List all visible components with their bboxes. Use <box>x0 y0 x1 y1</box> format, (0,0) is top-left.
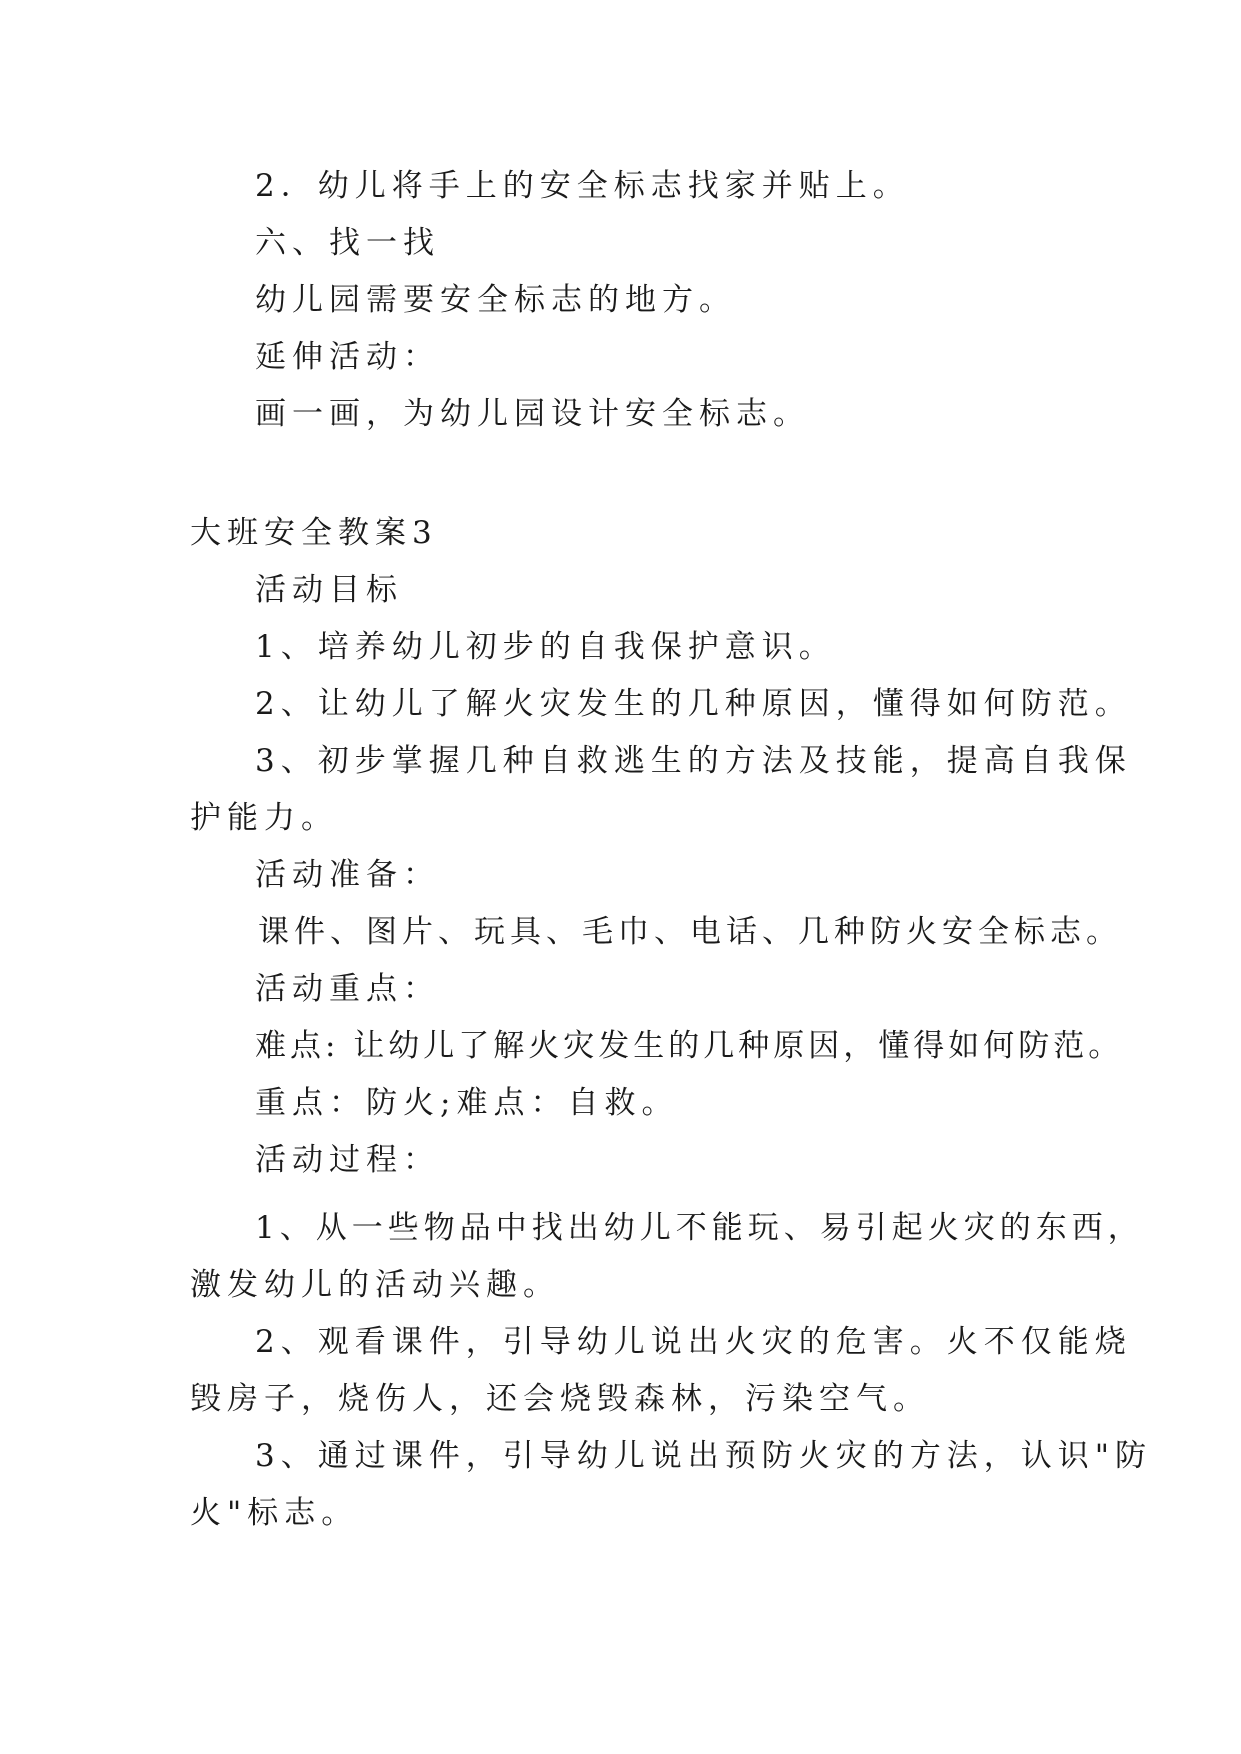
paragraph-line: 重点：防火;难点：自救。 <box>255 1085 679 1121</box>
paragraph-line: 护能力。 <box>190 800 338 836</box>
paragraph-line: 活动重点： <box>255 971 440 1007</box>
paragraph-line: 课件、图片、玩具、毛巾、电话、几种防火安全标志。 <box>258 914 1122 950</box>
paragraph-line: 火"标志。 <box>190 1495 359 1531</box>
paragraph-line: 延伸活动： <box>255 339 440 375</box>
paragraph-line: 活动准备： <box>255 857 440 893</box>
paragraph-line: 画一画，为幼儿园设计安全标志。 <box>255 396 810 432</box>
paragraph-line: 2、让幼儿了解火灾发生的几种原因，懂得如何防范。 <box>255 686 1132 722</box>
paragraph-line: 2．幼儿将手上的安全标志找家并贴上。 <box>255 168 910 204</box>
paragraph-line: 幼儿园需要安全标志的地方。 <box>255 282 736 318</box>
paragraph-line: 六、找一找 <box>255 225 440 261</box>
paragraph-line: 1、从一些物品中找出幼儿不能玩、易引起火灾的东西， <box>255 1210 1144 1246</box>
paragraph-line: 3、通过课件，引导幼儿说出预防火灾的方法，认识"防 <box>255 1438 1152 1474</box>
section-title: 大班安全教案3 <box>190 515 438 551</box>
paragraph-line: 活动过程： <box>255 1142 440 1178</box>
paragraph-line: 1、培养幼儿初步的自我保护意识。 <box>255 629 836 665</box>
paragraph-line: 3、初步掌握几种自救逃生的方法及技能，提高自我保 <box>255 743 1132 779</box>
paragraph-line: 激发幼儿的活动兴趣。 <box>190 1267 560 1303</box>
paragraph-line: 活动目标 <box>255 572 403 608</box>
paragraph-line: 难点: 让幼儿了解火灾发生的几种原因，懂得如何防范。 <box>255 1028 1124 1064</box>
paragraph-line: 毁房子，烧伤人，还会烧毁森林，污染空气。 <box>190 1381 930 1417</box>
paragraph-line: 2、观看课件，引导幼儿说出火灾的危害。火不仅能烧 <box>255 1324 1132 1360</box>
